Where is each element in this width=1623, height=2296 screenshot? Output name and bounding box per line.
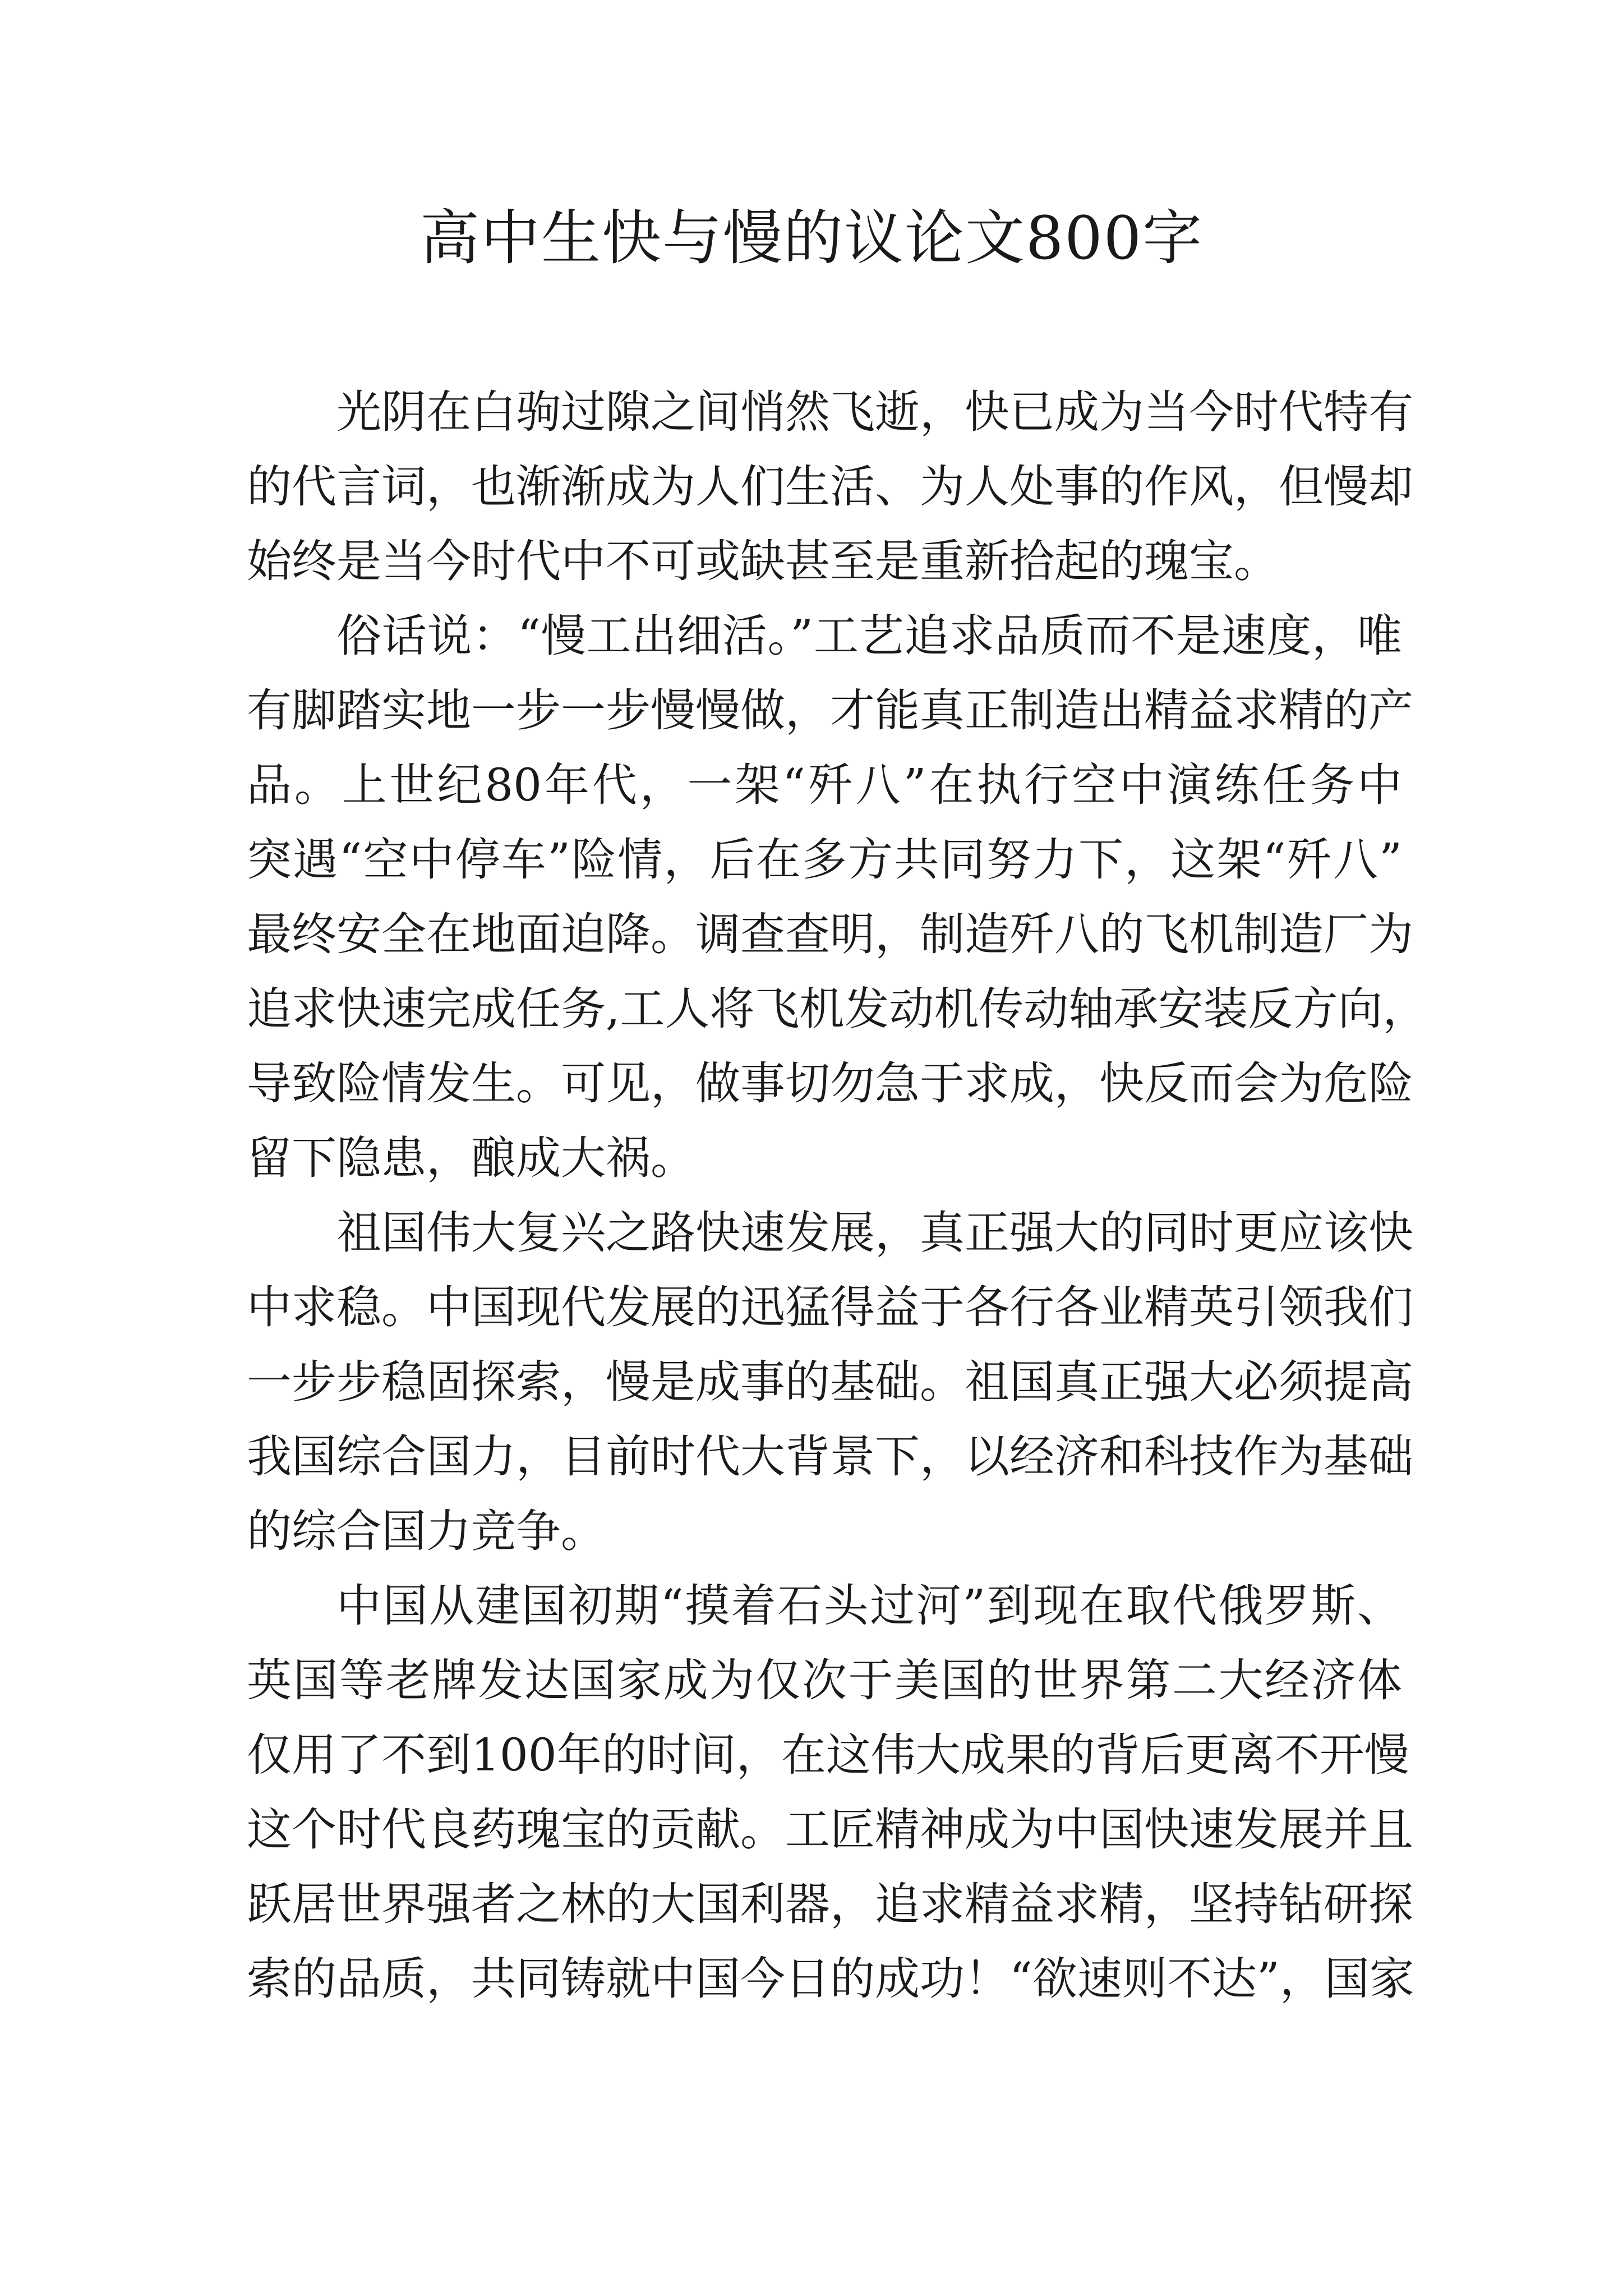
paragraph-4-line: 英国等老牌发达国家成为仅次于美国的世界第二大经济体	[247, 1654, 1402, 1706]
paragraph-2-line: 追求快速完成任务,工人将飞机发动机传动轴承安装反方向，	[247, 983, 1428, 1035]
paragraph-4-line: 索的品质，共同铸就中国今日的成功！“欲速则不达”，国家	[247, 1953, 1414, 2005]
paragraph-4-line: 中国从建国初期“摸着石头过河”到现在取代俄罗斯、	[336, 1580, 1402, 1632]
paragraph-3-line: 的综合国力竞争。	[247, 1505, 606, 1557]
paragraph-1-line: 始终是当今时代中不可或缺甚至是重新拾起的瑰宝。	[247, 535, 1279, 587]
paragraph-2-line: 留下隐患，酿成大祸。	[247, 1132, 695, 1184]
paragraph-3-line: 祖国伟大复兴之路快速发展，真正强大的同时更应该快	[336, 1207, 1413, 1259]
paragraph-4-line: 跃居世界强者之林的大国利器，追求精益求精，坚持钻研探	[247, 1878, 1413, 1930]
paragraph-4-line: 仅用了不到100年的时间，在这伟大成果的背后更离不开慢	[247, 1729, 1409, 1781]
paragraph-2-line: 最终安全在地面迫降。调查查明，制造歼八的飞机制造厂为	[247, 908, 1413, 960]
paragraph-2-line: 有脚踏实地一步一步慢慢做，才能真正制造出精益求精的产	[247, 684, 1413, 737]
paragraph-4-line: 这个时代良药瑰宝的贡献。工匠精神成为中国快速发展并且	[247, 1803, 1413, 1856]
paragraph-3-line: 中求稳。中国现代发展的迅猛得益于各行各业精英引领我们	[247, 1281, 1413, 1333]
paragraph-2-line: 品。上世纪80年代，一架“歼八”在执行空中演练任务中	[247, 759, 1402, 811]
document-title: 高中生快与慢的议论文800字	[419, 204, 1204, 273]
paragraph-2-line: 导致险情发生。可见，做事切勿急于求成，快反而会为危险	[247, 1057, 1413, 1110]
paragraph-1-line: 的代言词，也渐渐成为人们生活、为人处事的作风，但慢却	[247, 461, 1413, 513]
paragraph-1-line: 光阴在白驹过隙之间悄然飞逝，快已成为当今时代特有	[336, 386, 1413, 438]
paragraph-2-line: 突遇“空中停车”险情，后在多方共同努力下，这架“歼八”	[247, 834, 1402, 886]
paragraph-3-line: 一步步稳固探索，慢是成事的基础。祖国真正强大必须提高	[247, 1356, 1413, 1408]
paragraph-2-line: 俗话说：“慢工出细活。”工艺追求品质而不是速度，唯	[336, 610, 1402, 662]
paragraph-3-line: 我国综合国力，目前时代大背景下，以经济和科技作为基础	[247, 1430, 1413, 1483]
essay-body	[247, 375, 1428, 2016]
